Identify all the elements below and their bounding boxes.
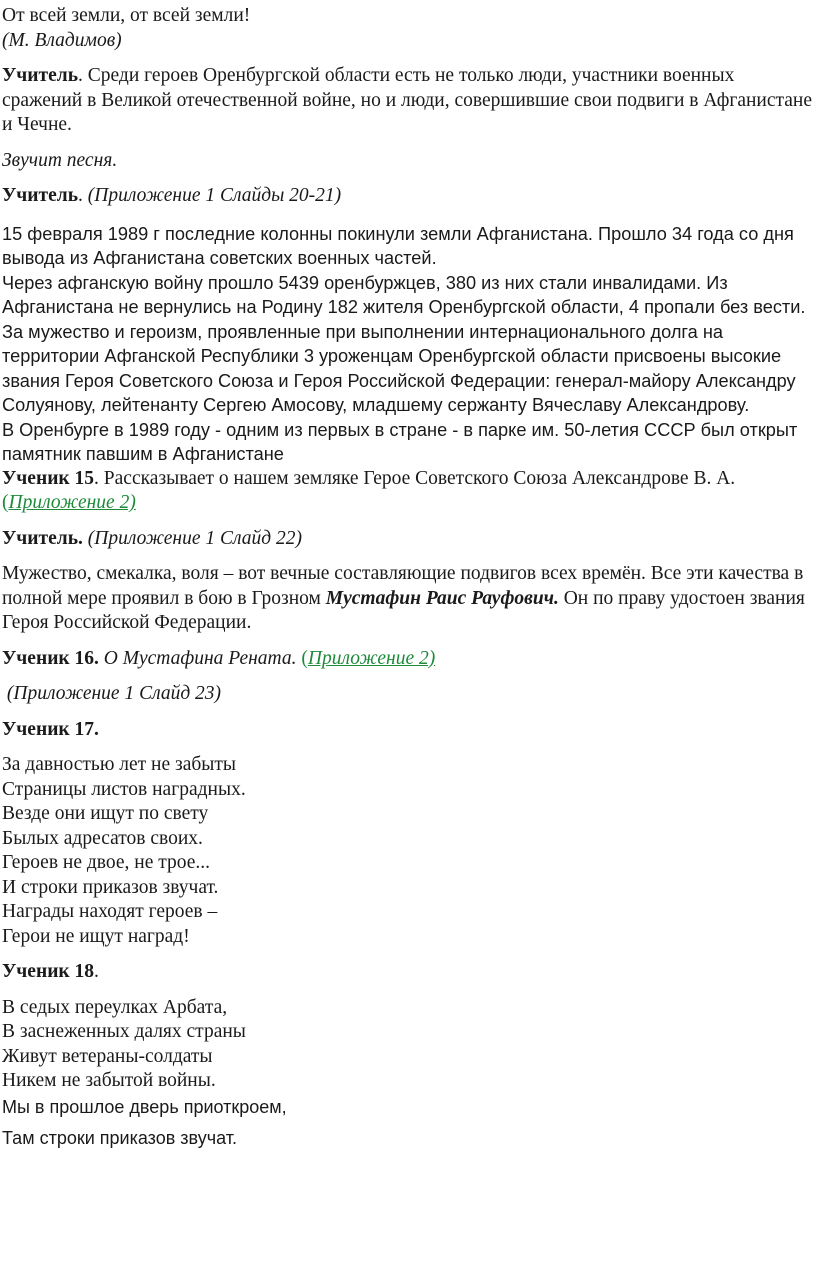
poem-line: И строки приказов звучат. (2, 876, 219, 898)
song-note-text: Звучит песня. (2, 149, 118, 171)
poem-line: Живут ветераны-солдаты (2, 1045, 213, 1067)
slide-23-ref (2, 682, 816, 707)
teacher-paragraph-1 (2, 64, 816, 138)
poem-line: Страницы листов наградных. (2, 778, 246, 800)
teacher-paragraph-2 (2, 184, 816, 209)
speaker-teacher-3: Учитель. (2, 527, 83, 549)
speaker-student-18: Ученик 18 (2, 961, 95, 982)
appendix-2-link[interactable]: Приложение 2) (8, 492, 136, 513)
student16-text: О Мустафина Рената. (98, 647, 302, 669)
slide-ref-20-21: (Приложение 1 Слайды 20-21) (87, 185, 342, 206)
poem-student-17 (2, 753, 816, 949)
poem-line: Герои не ищут наград! (2, 925, 190, 947)
poem-line: За давностью лет не забыты (2, 754, 237, 775)
speaker-student-16: Ученик 16. (2, 647, 99, 669)
student18-dot: . (94, 961, 99, 982)
poem-line: Былых адресатов своих. (2, 827, 203, 849)
courage-after: Он по праву удостоен звания Героя Российской Федерации. (2, 587, 805, 633)
poem-line: Там строки приказов звучат. (2, 1127, 237, 1148)
courage-before: Мужество, смекалка, воля – вот вечные составляющие подвигов всех времён. Все эти качества в полной мере проявил в бою в Грозном (2, 563, 804, 609)
hero-name: Мустафин Раис Рауфович. (325, 587, 559, 609)
afghan-block (2, 222, 816, 467)
intro-author (2, 29, 816, 54)
poem-line: Никем не забытой войны. (2, 1070, 216, 1091)
slide-ref-23: (Приложение 1 Слайд 23) (2, 683, 222, 704)
afghan-p4: В Оренбурге в 1989 году - одним из первых в стране - в парке им. 50-летия СССР был открыт памятник павшим в Афганистане (2, 419, 798, 464)
poem-line: В седых переулках Арбата, (2, 996, 228, 1018)
courage-paragraph (2, 562, 816, 636)
poem-line: Награды находят героев – (2, 901, 218, 922)
author-italic: (М. Владимов) (2, 29, 122, 51)
slide-ref-22: (Приложение 1 Слайд 22) (82, 527, 302, 549)
link-paren-open: ( (2, 492, 9, 513)
poem-line: В заснеженных далях страны (2, 1021, 246, 1042)
afghan-p1: 15 февраля 1989 г последние колонны покинули земли Афганистана. Прошло 34 года со дня вывода из Афганистана советских военных частей. (2, 223, 794, 268)
student16-paragraph (2, 647, 816, 672)
teacher-paragraph-3 (2, 527, 816, 552)
afghan-p2: Через афганскую войну прошло 5439 оренбуржцев, 380 из них стали инвалидами. Из Афганистана не вернулись на Родину 182 жителя Оренбургской области, 4 пропали без вести. (2, 272, 806, 317)
speaker-student-17: Ученик 17. (2, 718, 99, 740)
speaker-teacher: Учитель (2, 65, 79, 86)
poem-line: Везде они ищут по свету (2, 803, 209, 824)
link-paren-open-2: ( (301, 647, 308, 669)
teacher-dot: . (78, 185, 88, 206)
intro-line: От всей земли, от всей земли! (2, 5, 251, 26)
teacher-text-1: . Среди героев Оренбургской области есть не только люди, участники военных сражений в Великой отечественной войне, но и люди, совершившие свои подвиги в Афганистане и Чечне. (2, 65, 813, 135)
student15-text: . Рассказывает о нашем земляке Герое Советского Союза Александрове В. А. (94, 467, 736, 489)
song-note (2, 149, 816, 174)
appendix-2-link-2[interactable]: Приложение 2) (307, 647, 436, 669)
speaker-teacher-2: Учитель (2, 185, 79, 206)
student18-heading (2, 960, 816, 985)
poem-line: Мы в прошлое дверь приоткроем, (2, 1096, 287, 1117)
afghan-p3: За мужество и героизм, проявленные при выполнении интернационального долга на территории Афганской Республики 3 уроженцам Оренбургской области присвоены высокие звания Героя Советского Союза и Героя Российской Федерации: генерал-майору Александру Солуянову, лейтенанту Сергею Амосову, младшему сержанту Вячеславу Александрову. (2, 321, 796, 415)
poem-student-18 (2, 996, 816, 1151)
speaker-student-15: Ученик 15 (2, 467, 95, 489)
student15-paragraph (2, 467, 816, 516)
poem-line: Героев не двое, не трое... (2, 852, 211, 873)
student17-heading (2, 718, 816, 743)
